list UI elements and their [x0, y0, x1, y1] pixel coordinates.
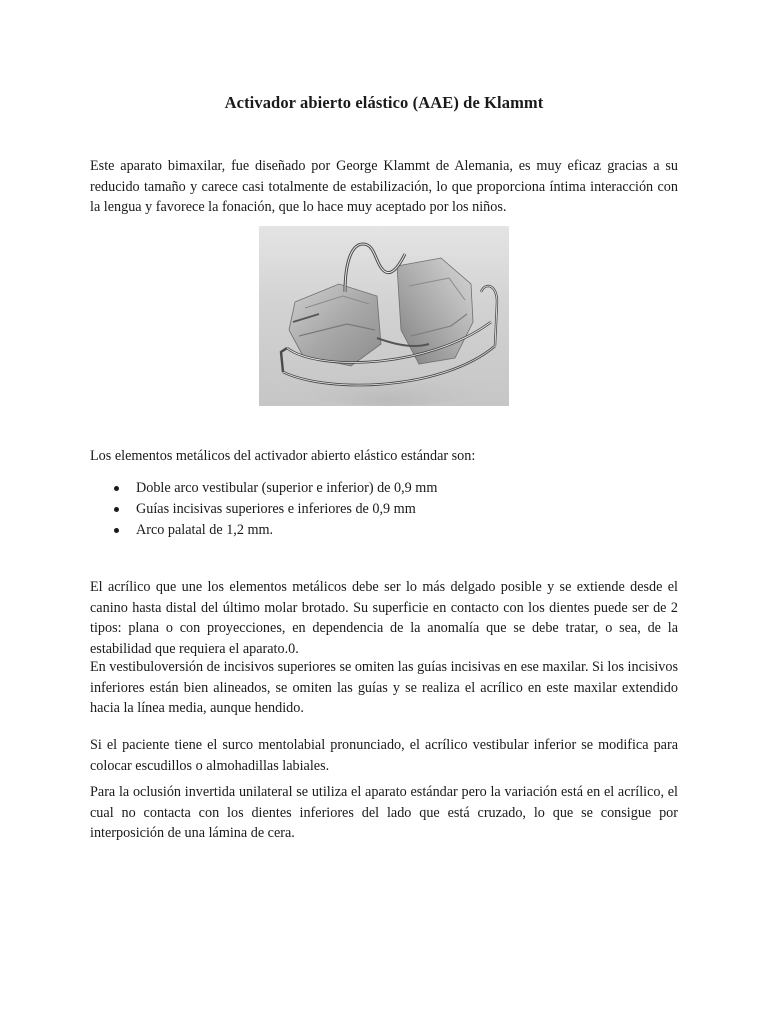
list-item-label: Guías incisivas superiores e inferiores de 0,9 mm — [136, 501, 416, 517]
appliance-photo — [259, 226, 509, 406]
list-item — [90, 520, 650, 541]
bullet-icon — [114, 507, 119, 512]
orthodontic-appliance-icon — [259, 226, 509, 406]
paragraph-acrylic: El acrílico que une los elementos metálicos debe ser lo más delgado posible y se extiende desde el canino hasta distal del último molar brotado. Su superficie en contacto con los dientes puede ser de 2 tipos: plana o con proyecciones, en dependencia de la anomalía que se debe tratar, o sea, de la estabilidad que requiera el aparato.0. — [90, 579, 678, 657]
bullet-icon — [114, 486, 119, 491]
paragraph-intro: Este aparato bimaxilar, fue diseñado por George Klammt de Alemania, es muy eficaz gracias a su reducido tamaño y carece casi totalmente de estabilización, lo que proporciona íntima interacción con la lengua y favorece la fonación, que lo hace muy aceptado por los niños. — [90, 158, 678, 215]
list-item — [90, 478, 650, 499]
page-title: Activador abierto elástico (AAE) de Klammt — [224, 93, 544, 112]
bullet-icon — [114, 528, 119, 533]
paragraph-crossbite: Para la oclusión invertida unilateral se utiliza el aparato estándar pero la variación está en el acrílico, el cual no contacta con los dientes inferiores del lado que está cruzado, lo que se consigue por interposición de una lámina de cera. — [90, 784, 678, 841]
list-item-label: Doble arco vestibular (superior e inferior) de 0,9 mm — [136, 480, 438, 496]
paragraph-mentolabial: Si el paciente tiene el surco mentolabial pronunciado, el acrílico vestibular inferior se modifica para colocar escudillos o almohadillas labiales. — [90, 737, 678, 774]
metal-elements-list — [90, 478, 650, 541]
list-item-label: Arco palatal de 1,2 mm. — [136, 522, 274, 538]
list-item — [90, 499, 650, 520]
list-intro: Los elementos metálicos del activador abierto elástico estándar son: — [90, 448, 476, 464]
paragraph-vestibuloversion: En vestibuloversión de incisivos superiores se omiten las guías incisivas en ese maxilar. Si los incisivos inferiores están bien alineados, se omiten las guías y se realiza el acrílico en este maxilar extendido hacia la línea media, aunque hendido. — [90, 659, 678, 716]
